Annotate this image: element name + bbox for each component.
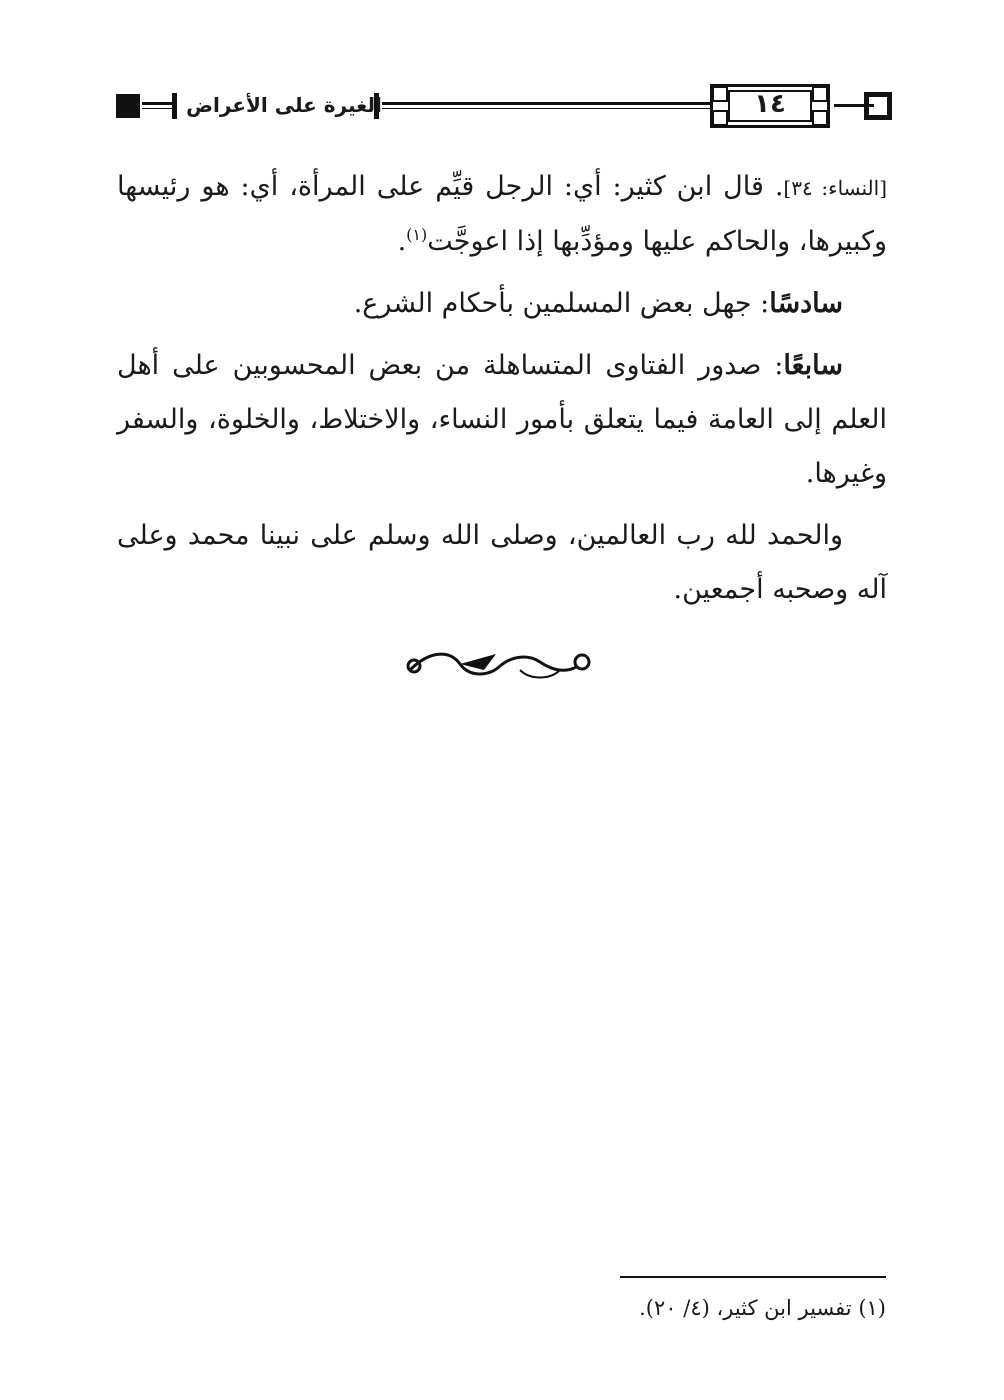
paragraph-quran-reference: [النساء: ٣٤]. قال ابن كثير: أي: الرجل قيِّم على المرأة، أي: هو رئيسها وكبيرها، والحاكم عليها ومؤدِّبها إذا اعوجَّت$^{(١)}$. xyxy=(117,171,887,257)
running-title: الغيرة على الأعراض xyxy=(186,93,382,117)
page-number-frame xyxy=(710,84,830,128)
footnote-marker[interactable]: (١) xyxy=(406,225,428,244)
paragraph-text: . قال ابن كثير: أي: الرجل قيِّم على المرأة، أي: هو رئيسها وكبيرها، والحاكم عليها ومؤدِّبها إذا اعوجَّت xyxy=(117,171,887,257)
body-text xyxy=(117,160,887,625)
floral-divider-icon xyxy=(400,640,600,690)
header-bar-divider xyxy=(172,93,177,119)
item-label: سادسًا xyxy=(769,288,843,319)
item-label: سابعًا xyxy=(783,350,843,381)
footnote: (١) تفسير ابن كثير، (٤/ ٢٠). xyxy=(639,1296,886,1320)
page-number: ١٤ xyxy=(754,89,786,119)
header-rule-left xyxy=(142,102,172,109)
header-filled-square xyxy=(116,94,140,118)
footnote-separator xyxy=(620,1276,886,1278)
page-header xyxy=(112,84,892,128)
header-rule-middle xyxy=(382,102,710,109)
quran-reference: [النساء: ٣٤] xyxy=(783,176,887,200)
paragraph-text: : جهل بعض المسلمين بأحكام الشرع. xyxy=(353,288,770,319)
paragraph-sixth xyxy=(117,277,887,331)
paragraph-seventh xyxy=(117,339,887,501)
paragraph-text: والحمد لله رب العالمين، وصلى الله وسلم على نبينا محمد وعلى آله وصحبه أجمعين. xyxy=(117,520,887,605)
header-rule-right xyxy=(834,104,874,107)
paragraph-closing xyxy=(117,509,887,617)
paragraph-text: : صدور الفتاوى المتساهلة من بعض المحسوبين على أهل العلم إلى العامة فيما يتعلق بأمور النساء، والاختلاط، والخلوة، والسفر وغيرها. xyxy=(117,350,887,489)
